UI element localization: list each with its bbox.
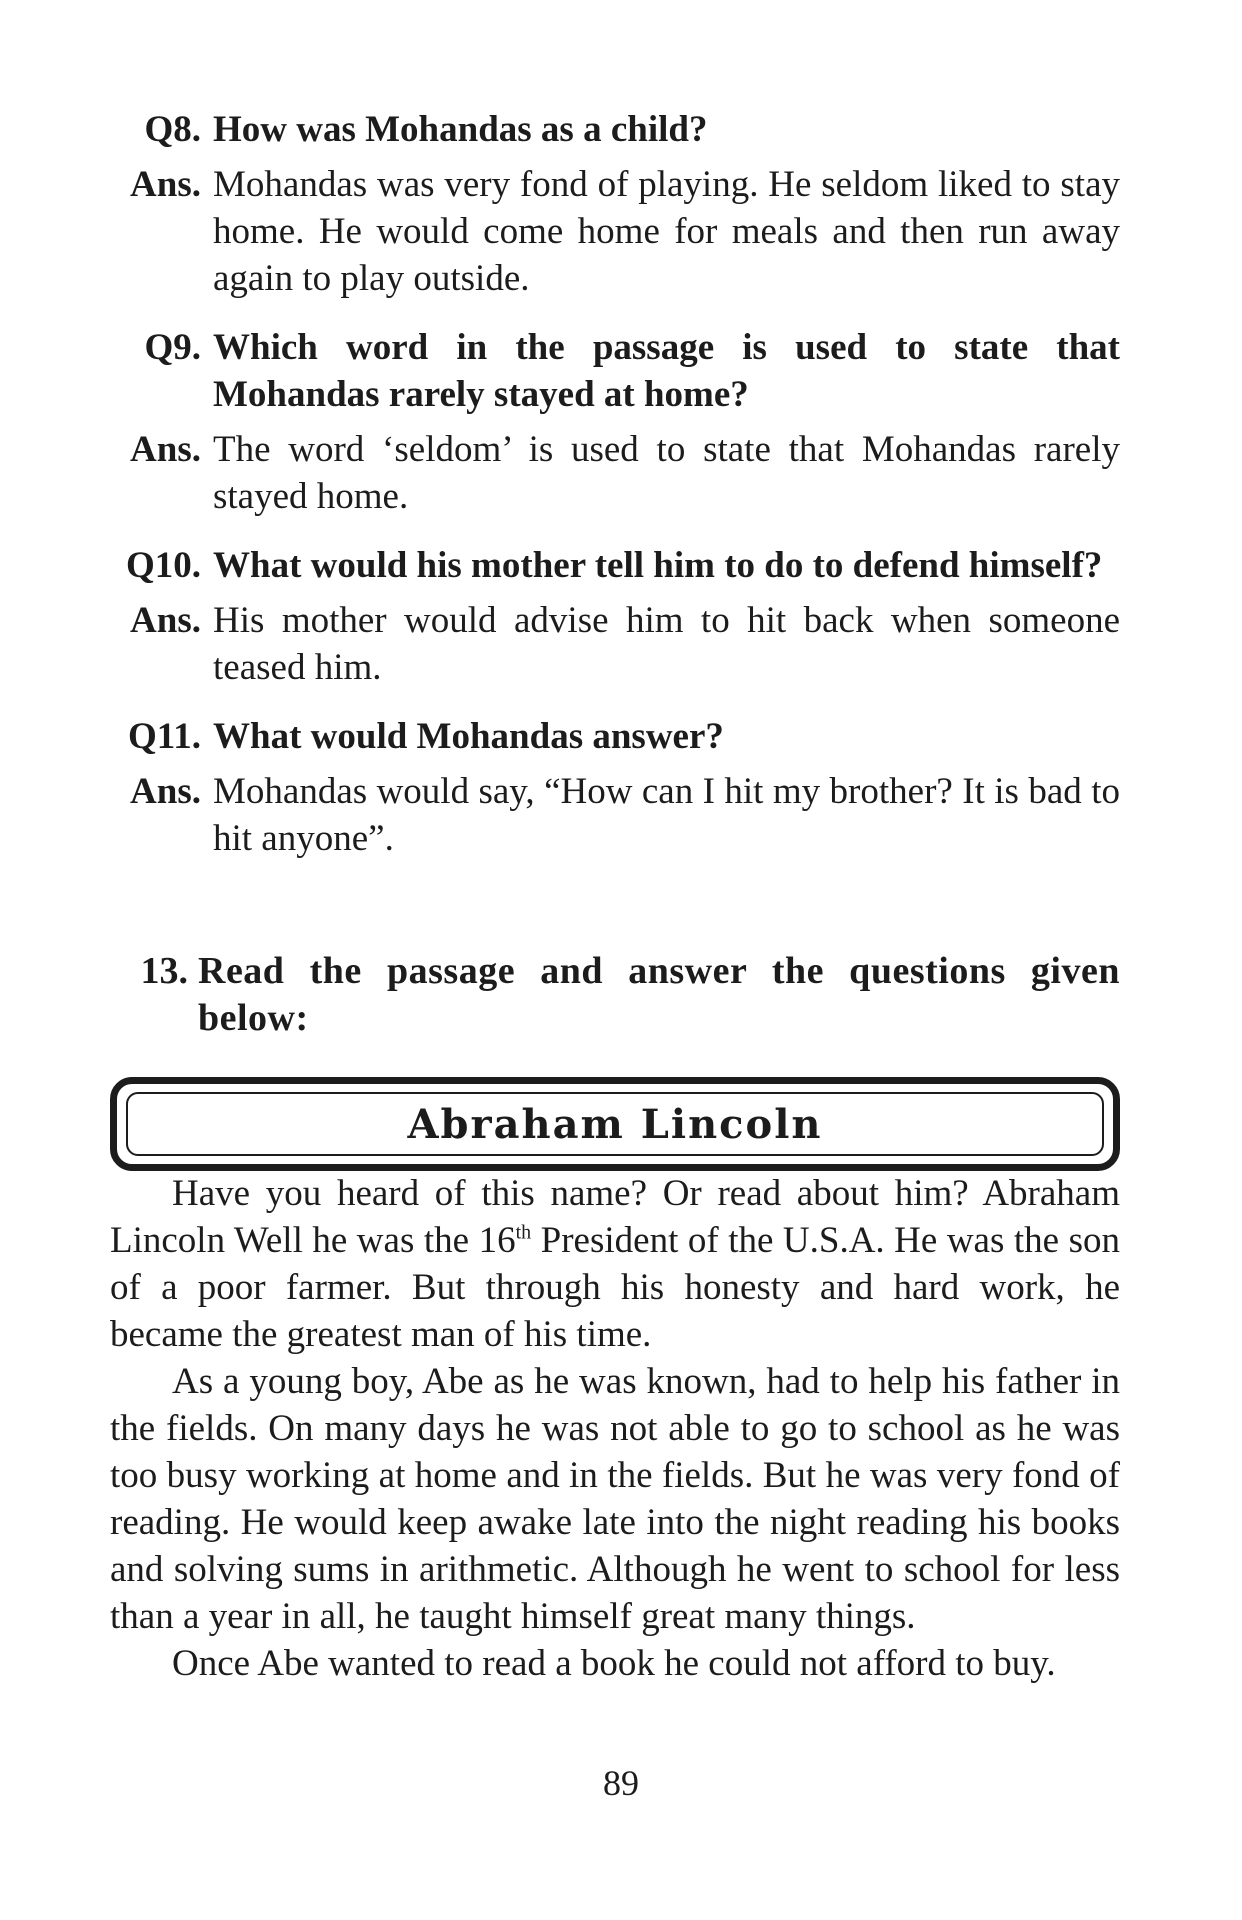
question-label: Q9. (144, 327, 201, 368)
question-text: Which word in the passage is used to state that Mohandas rarely stayed at home? (213, 327, 1120, 415)
passage-text: Have you heard of this name? Or read about him? Abraham Lincoln Well he was the 16 (110, 1173, 1120, 1261)
passage-paragraph-3: Once Abe wanted to read a book he could not afford to buy. (172, 1643, 1056, 1684)
passage-text: President of the U.S.A. He was the son of a poor farmer. But through his honesty and hard work, he became the greatest man of his time. (110, 1220, 1120, 1355)
answer-row (110, 426, 1120, 520)
question-row (110, 542, 1120, 589)
question-label: Q10. (125, 545, 201, 586)
answer-text: The word ‘seldom’ is used to state that Mohandas rarely stayed home. (213, 429, 1120, 517)
answer-label: Ans. (130, 771, 201, 812)
passage-paragraph-2: As a young boy, Abe as he was known, had to help his father in the fields. On many days he was not able to go to school as he was too busy working at home and in the fields. But he was very fond of reading. He would keep awake late into the night reading his books and solving sums in arithmetic. Although he went to school for less than a year in all, he taught himself great many things. (110, 1361, 1120, 1637)
question-label: Q11. (128, 716, 201, 757)
section-number: 13. (140, 950, 188, 992)
answer-text: Mohandas would say, “How can I hit my brother? It is bad to hit anyone”. (213, 771, 1120, 859)
passage (110, 1170, 1120, 1687)
answer-label: Ans. (130, 600, 201, 641)
passage-title: Abraham Lincoln (126, 1092, 1104, 1156)
question-text: What would Mohandas answer? (213, 716, 724, 757)
qa-item-q11 (110, 713, 1120, 862)
title-frame (110, 1077, 1120, 1171)
answer-text: His mother would advise him to hit back when someone teased him. (213, 600, 1120, 688)
question-label: Q8. (144, 109, 201, 150)
answer-row (110, 768, 1120, 862)
question-text: What would his mother tell him to do to defend himself? (213, 545, 1103, 586)
question-text: How was Mohandas as a child? (213, 109, 708, 150)
qa-list (110, 106, 1120, 870)
passage-paragraph-1 (110, 1170, 1120, 1358)
answer-label: Ans. (130, 429, 201, 470)
question-row (110, 713, 1120, 760)
question-row (110, 324, 1120, 418)
qa-item-q9 (110, 324, 1120, 520)
section-instruction: Read the passage and answer the questions given below: (198, 950, 1120, 1039)
answer-label: Ans. (130, 164, 201, 205)
question-row (110, 106, 1120, 153)
section-heading (110, 948, 1120, 1042)
page-number: 89 (603, 1763, 639, 1803)
answer-text: Mohandas was very fond of playing. He seldom liked to stay home. He would come home for meals and then run away again to play outside. (213, 164, 1120, 299)
qa-item-q10 (110, 542, 1120, 691)
answer-row (110, 161, 1120, 302)
answer-row (110, 597, 1120, 691)
qa-item-q8 (110, 106, 1120, 302)
ordinal-superscript: th (515, 1221, 532, 1244)
